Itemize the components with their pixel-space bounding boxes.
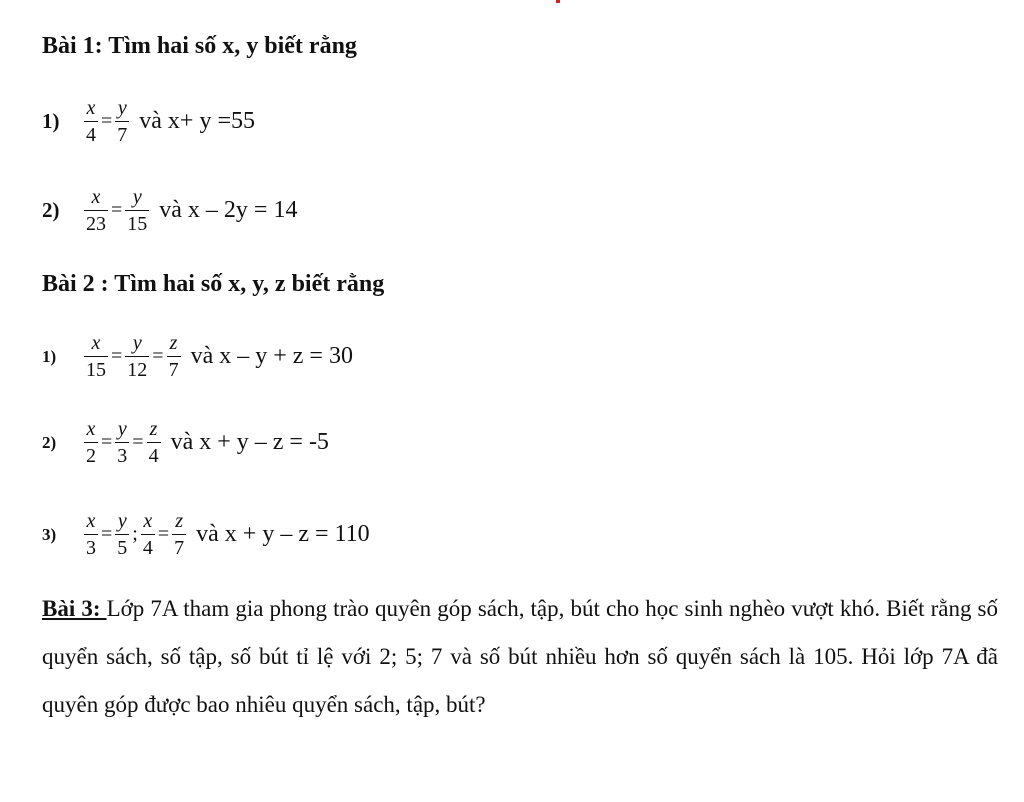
fraction: $\frac{y}{7}$ xyxy=(117,97,128,146)
item-number: 3) xyxy=(42,524,57,544)
fraction: $\frac{y}{3}$ xyxy=(117,418,128,467)
fraction: $\frac{x}{4}$ xyxy=(142,510,153,559)
operator: = xyxy=(157,523,170,545)
operator: ; xyxy=(132,523,138,545)
bai3-paragraph xyxy=(42,585,998,729)
item-number: 2) xyxy=(42,198,60,222)
fraction: $\frac{x}{15}$ xyxy=(86,332,106,381)
fraction: $\frac{y}{5}$ xyxy=(117,510,128,559)
operator: = xyxy=(111,345,123,367)
operator: = xyxy=(132,431,144,453)
bai1-item-1 xyxy=(42,98,255,145)
fraction: $\frac{x}{3}$ xyxy=(86,510,96,559)
bai3-text: Lớp 7A tham gia phong trào quyên góp sách, tập, bút cho học sinh nghèo vượt khó. Biết rằng số quyển sách, số tập, số bút tỉ lệ với 2; 5; 7 và số bút nhiều hơn số quyển sách là 105. Hỏi lớp 7A đã quyên góp được bao nhiêu quyển sách, tập, bút? xyxy=(42,596,998,717)
bai2-item-3 xyxy=(42,511,370,558)
fraction: $\frac{z}{4}$ xyxy=(148,418,159,467)
bai1-item-2 xyxy=(42,187,297,234)
bai1-title: Bài 1: Tìm hai số x, y biết rằng xyxy=(42,33,357,59)
bai2-title: Bài 2 : Tìm hai số x, y, z biết rằng xyxy=(42,271,385,297)
condition: và x + y – z = 110 xyxy=(196,521,370,547)
condition: và x – y + z = 30 xyxy=(190,343,353,369)
operator: = xyxy=(101,431,113,453)
bai2-item-2 xyxy=(42,419,329,466)
operator: = xyxy=(101,110,113,132)
item-number: 2) xyxy=(42,432,57,452)
fraction: $\frac{x}{23}$ xyxy=(86,186,106,235)
bai2-item-1 xyxy=(42,333,353,380)
condition: và x – 2y = 14 xyxy=(159,197,298,223)
item-number: 1) xyxy=(42,109,60,133)
fraction: $\frac{z}{7}$ xyxy=(174,510,185,559)
operator: = xyxy=(101,523,113,545)
top-red-mark xyxy=(556,0,560,3)
operator: = xyxy=(152,345,164,367)
bai3-label: Bài 3: xyxy=(42,596,107,621)
condition: và x+ y =55 xyxy=(139,108,256,134)
condition: và x + y – z = -5 xyxy=(170,429,329,455)
fraction: $\frac{y}{12}$ xyxy=(127,332,148,381)
operator: = xyxy=(111,199,123,221)
fraction: $\frac{x}{4}$ xyxy=(86,97,96,146)
fraction: $\frac{y}{15}$ xyxy=(127,186,148,235)
fraction: $\frac{x}{2}$ xyxy=(86,418,96,467)
fraction: $\frac{z}{7}$ xyxy=(168,332,179,381)
item-number: 1) xyxy=(42,346,57,366)
